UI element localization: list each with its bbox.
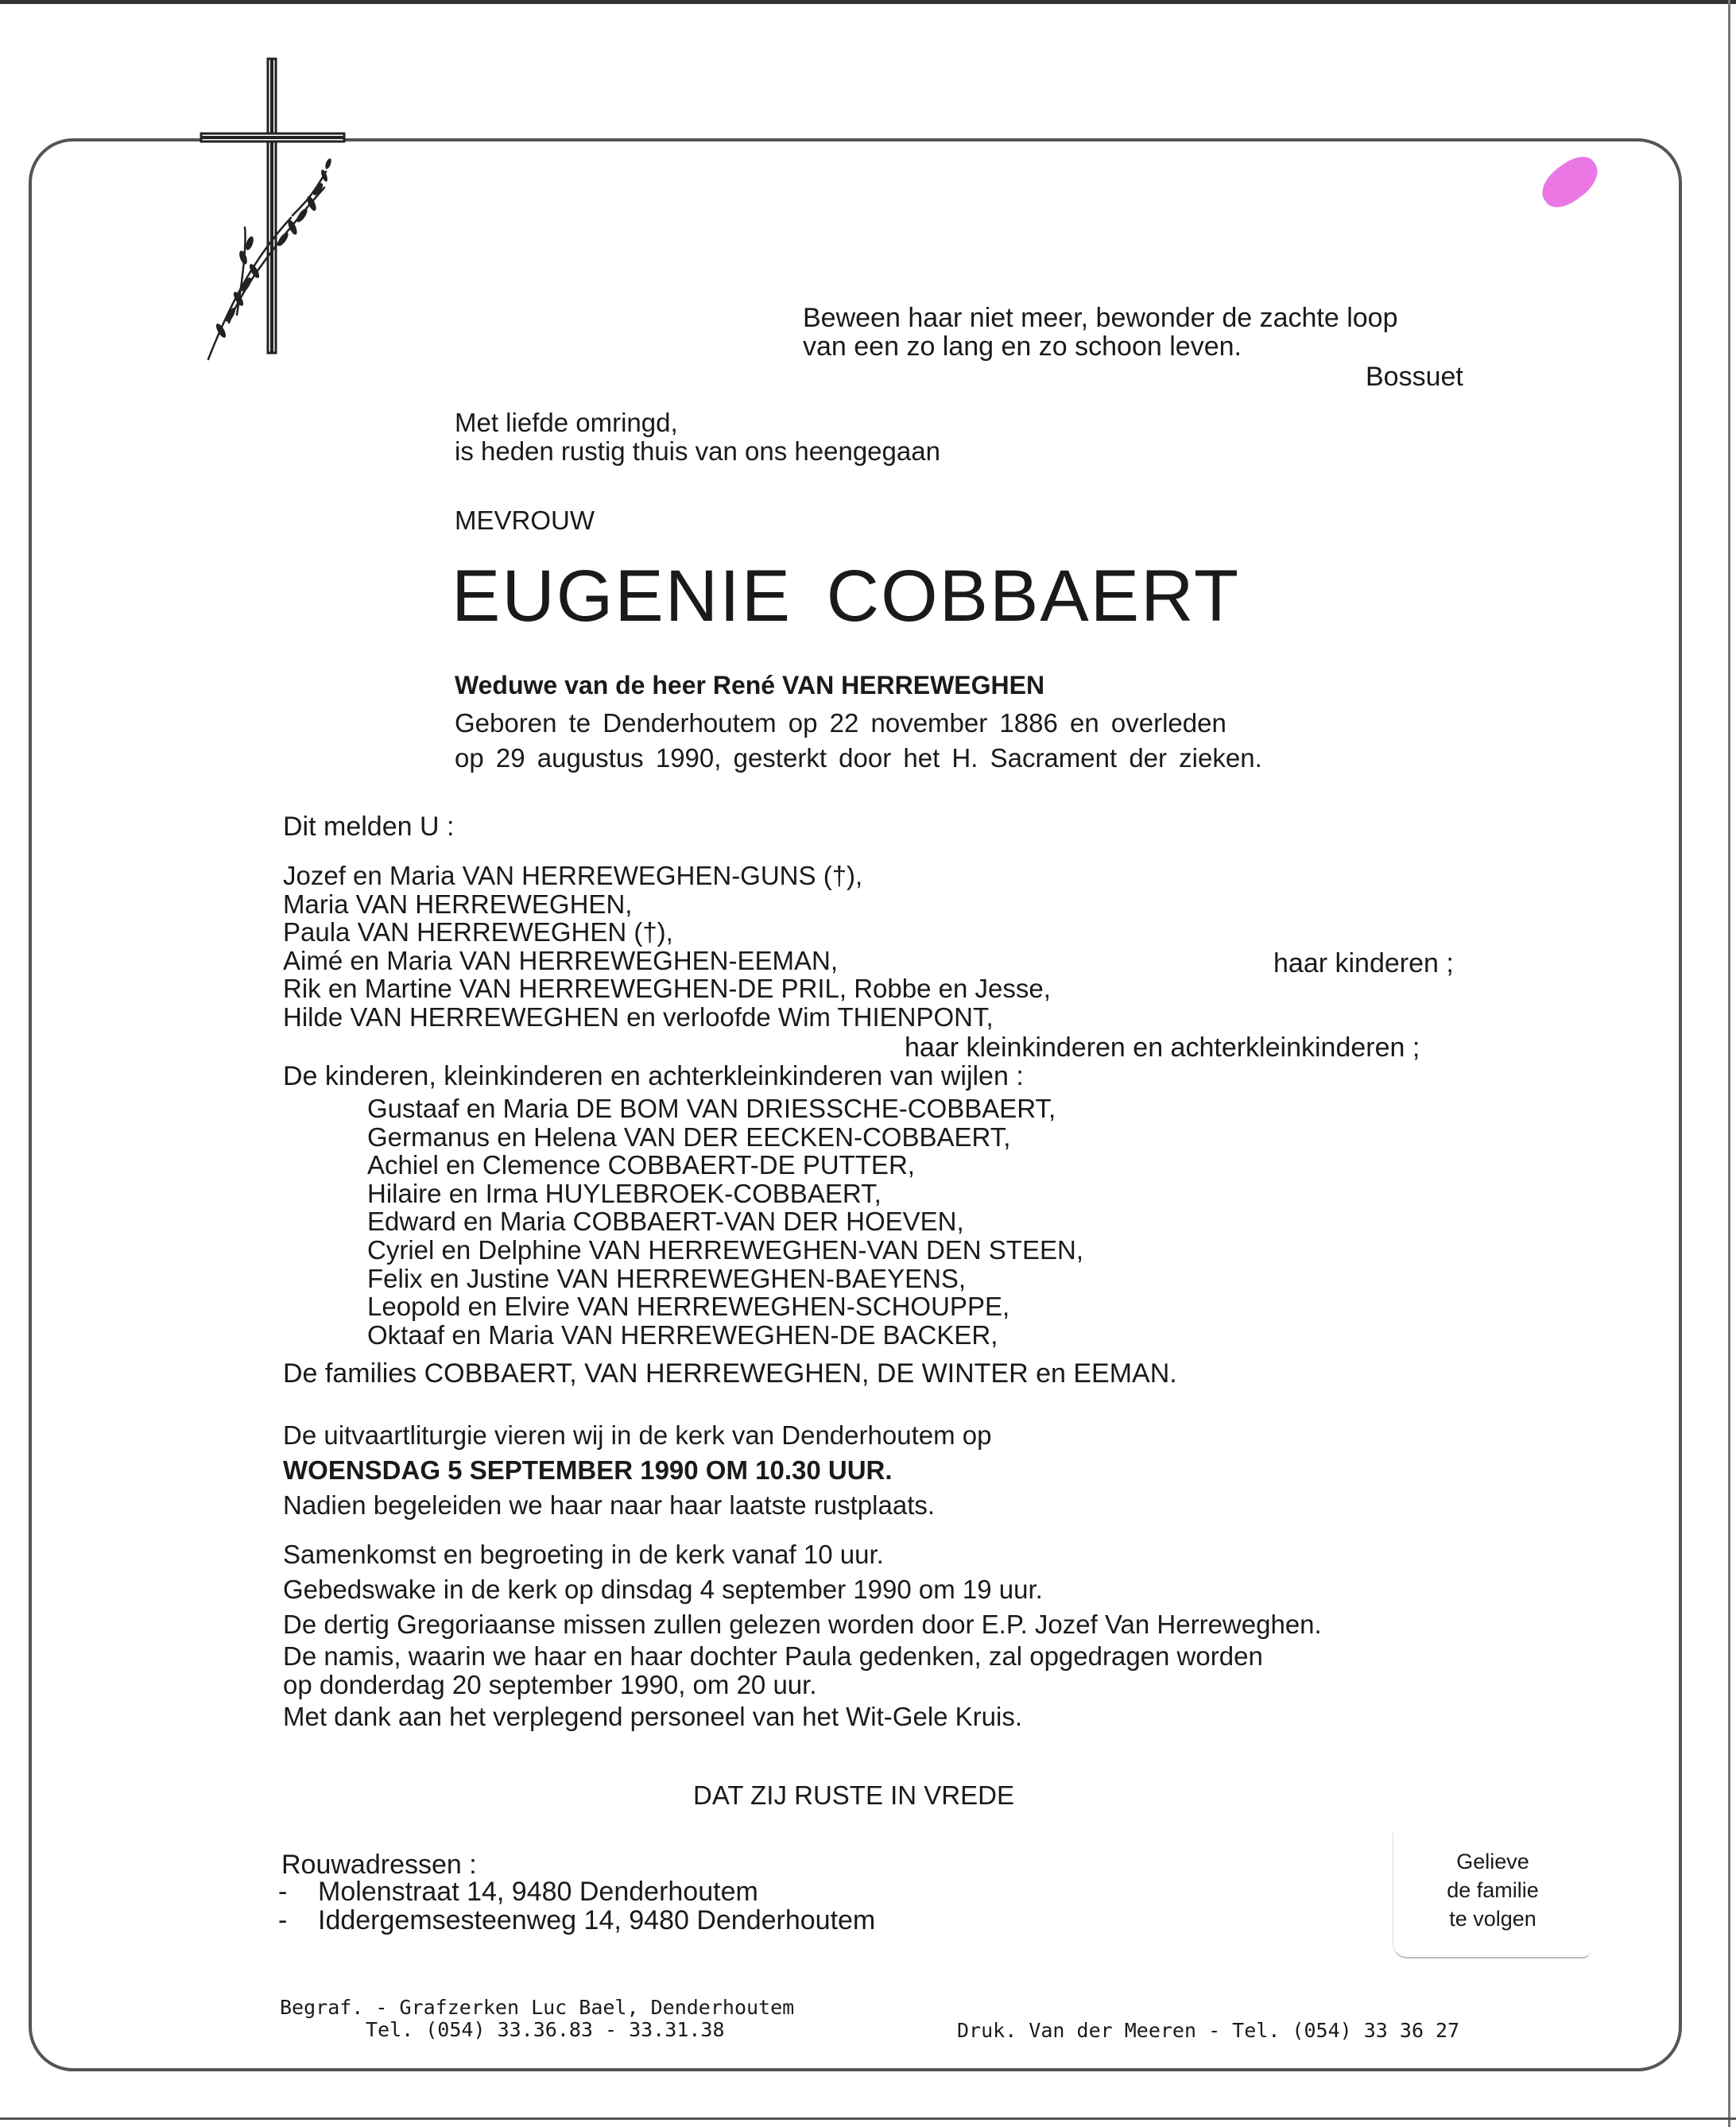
follow-note-line-2: de familie [1447, 1878, 1539, 1902]
list-item: Hilde VAN HERREWEGHEN en verloofde Wim THIENPONT, [283, 1002, 994, 1032]
list-item: Maria VAN HERREWEGHEN, [283, 889, 633, 919]
addresses-heading: Rouwadressen : [281, 1850, 477, 1880]
list-item: Achiel en Clemence COBBAERT-DE PUTTER, [367, 1150, 915, 1180]
info-line-6: Met dank aan het verplegend personeel van het Wit-Gele Kruis. [283, 1702, 1023, 1731]
info-line-1: Samenkomst en begroeting in de kerk vanaf 10 uur. [283, 1540, 884, 1569]
quote [803, 304, 1398, 361]
funeral-date: WOENSDAG 5 SEPTEMBER 1990 OM 10.30 UUR. [283, 1455, 893, 1485]
right-edge-line [1728, 0, 1730, 2127]
list-item: Jozef en Maria VAN HERREWEGHEN-GUNS (†), [283, 861, 863, 890]
list-item: Rik en Martine VAN HERREWEGHEN-DE PRIL, Robbe en Jesse, [283, 974, 1051, 1004]
list-item: Aimé en Maria VAN HERREWEGHEN-EEMAN, [283, 945, 839, 975]
info-line-4: De namis, waarin we haar en haar dochter Paula gedenken, zal opgedragen worden [283, 1641, 1263, 1671]
children-label: haar kinderen ; [1273, 948, 1454, 978]
funeral-info [283, 1418, 991, 1523]
undertaker-line-1: Begraf. - Grafzerken Luc Bael, Denderhoutem [280, 1996, 795, 2019]
quote-line-2: van een zo lang en zo schoon leven. [803, 331, 1242, 362]
info-line-3: De dertig Gregoriaanse missen zullen gelezen worden door E.P. Jozef Van Herreweghen. [283, 1610, 1322, 1639]
service-info [283, 1537, 1322, 1734]
info-line-5: op donderdag 20 september 1990, om 20 uur. [283, 1670, 817, 1699]
printer-info: Druk. Van der Meeren - Tel. (054) 33 36 27 [957, 2019, 1460, 2042]
follow-note-line-1: Gelieve [1456, 1850, 1529, 1873]
address-dash: - [278, 1877, 288, 1907]
quote-author: Bossuet [1366, 362, 1463, 392]
list-item: Hilaire en Irma HUYLEBROEK-COBBAERT, [367, 1178, 882, 1208]
address-item [278, 1877, 875, 1906]
address-dash: - [278, 1905, 288, 1935]
deceased-title: MEVROUW [455, 506, 595, 535]
follow-note-line-3: te volgen [1449, 1907, 1536, 1931]
intro-line-1: Met liefde omringd, [455, 408, 678, 437]
bottom-edge-line [0, 2117, 1736, 2120]
cross-with-palm-icon [197, 52, 356, 370]
widow-of: Weduwe van de heer René VAN HERREWEGHEN [455, 671, 1045, 699]
intro-line-2: is heden rustig thuis van ons heengegaan [455, 436, 940, 466]
list-item: Oktaaf en Maria VAN HERREWEGHEN-DE BACKER, [367, 1319, 998, 1350]
rest-in-peace: DAT ZIJ RUSTE IN VREDE [693, 1780, 1014, 1810]
list-item: Edward en Maria COBBAERT-VAN DER HOEVEN, [367, 1207, 964, 1237]
families-line: De families COBBAERT, VAN HERREWEGHEN, DE WINTER en EEMAN. [283, 1358, 1177, 1389]
addresses-list [278, 1877, 875, 1935]
funeral-line-1: De uitvaartliturgie vieren wij in de kerk van Denderhoutem op [283, 1420, 992, 1450]
quote-line-1: Beween haar niet meer, bewonder de zachte loop [803, 303, 1398, 333]
info-line-2: Gebedswake in de kerk op dinsdag 4 september 1990 om 19 uur. [283, 1575, 1043, 1604]
grandchildren-label: haar kleinkinderen en achterkleinkinderen ; [905, 1033, 1420, 1063]
children-list [283, 862, 1051, 1032]
list-item: Leopold en Elvire VAN HERREWEGHEN-SCHOUPPE, [367, 1292, 1010, 1322]
announcers-heading: Dit melden U : [283, 812, 455, 842]
birth-death-line-1: Geboren te Denderhoutem op 22 november 1886 en overleden [455, 708, 1226, 738]
list-item: Felix en Justine VAN HERREWEGHEN-BAEYENS, [367, 1263, 967, 1293]
intro [455, 409, 940, 466]
late-relatives-list [367, 1094, 1083, 1349]
address-text: Iddergemsesteenweg 14, 9480 Denderhoutem [318, 1905, 876, 1935]
deceased-name: EUGENIE COBBAERT [451, 556, 1241, 637]
list-item: Germanus en Helena VAN DER EECKEN-COBBAERT, [367, 1122, 1011, 1152]
list-item: Paula VAN HERREWEGHEN (†), [283, 917, 673, 947]
funeral-line-3: Nadien begeleiden we haar naar haar laatste rustplaats. [283, 1490, 936, 1520]
address-text: Molenstraat 14, 9480 Denderhoutem [318, 1877, 758, 1907]
follow-note [1413, 1847, 1572, 1933]
undertaker-line-2: Tel. (054) 33.36.83 - 33.31.38 [366, 2018, 725, 2041]
birth-death [455, 706, 1262, 776]
late-relatives-heading: De kinderen, kleinkinderen en achterkleinkinderen van wijlen : [283, 1061, 1024, 1091]
top-edge-line [0, 0, 1736, 4]
birth-death-line-2: op 29 augustus 1990, gesterkt door het H. Sacrament der zieken. [455, 743, 1262, 773]
list-item: Gustaaf en Maria DE BOM VAN DRIESSCHE-COBBAERT, [367, 1094, 1056, 1123]
address-item [278, 1906, 875, 1935]
undertaker-info [280, 1997, 794, 2041]
list-item: Cyriel en Delphine VAN HERREWEGHEN-VAN DEN STEEN, [367, 1234, 1083, 1265]
